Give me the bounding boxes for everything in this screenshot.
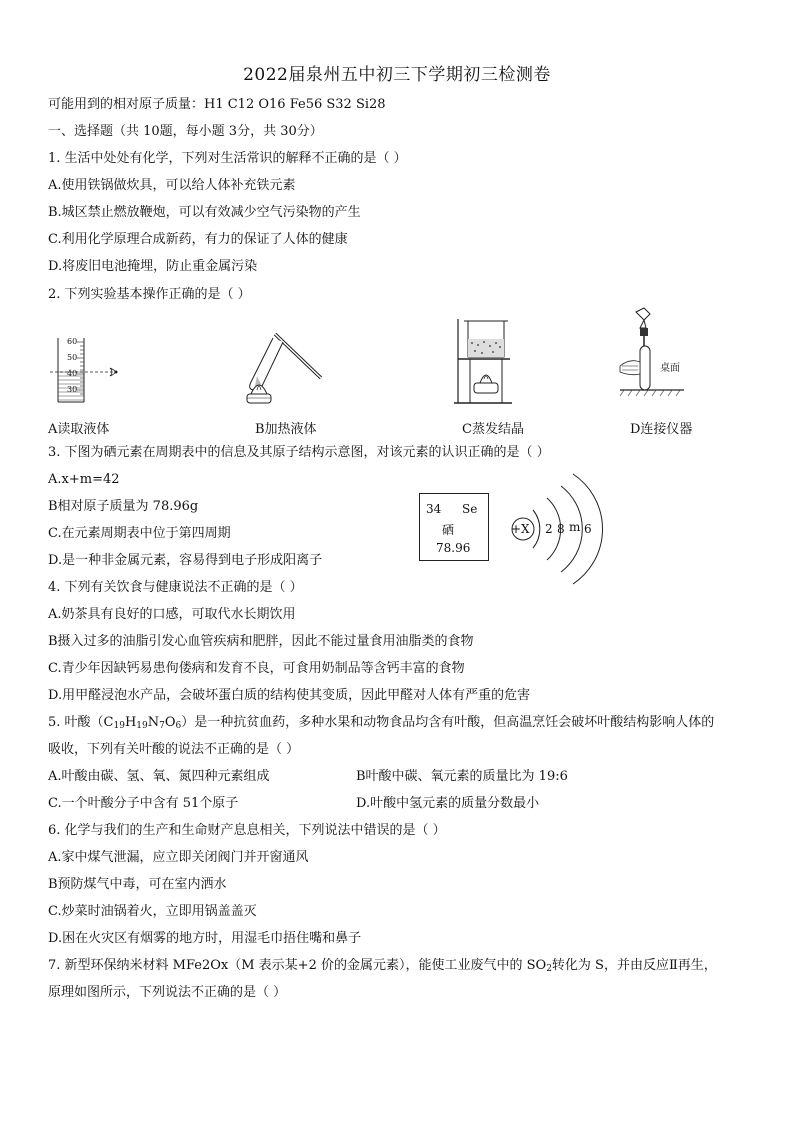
q6-option-b: B预防煤气中毒，可在室内洒水 xyxy=(48,877,227,892)
q1-stem: 1. 生活中处处有化学，下列对生活常识的解释不正确的是（ ） xyxy=(48,151,407,166)
element-symbol: Se xyxy=(462,502,478,516)
desk-label: 桌面 xyxy=(660,363,680,374)
q5-stem-line2: 吸收，下列有关叶酸的说法不正确的是（ ） xyxy=(48,742,300,757)
q6-option-d: D.困在火灾区有烟雾的地方时，用湿毛巾捂住嘴和鼻子 xyxy=(48,931,362,946)
cylinder-tick-40: 40 xyxy=(67,369,78,378)
q2-caption-a: A读取液体 xyxy=(48,422,110,437)
q5-formula-sub-n: 7 xyxy=(159,721,165,731)
q3-option-b: B相对原子质量为 78.96g xyxy=(48,499,199,514)
q1-option-a: A.使用铁锅做炊具，可以给人体补充铁元素 xyxy=(48,178,296,193)
cylinder-tick-50: 50 xyxy=(67,353,78,362)
periodic-table-cell xyxy=(419,493,489,561)
q2-caption-c: C蒸发结晶 xyxy=(462,422,524,437)
q5-stem-suffix: ）是一种抗贫血药，多种水果和动物食品均含有叶酸，但高温烹饪会破坏叶酸结构影响人体的 xyxy=(181,715,715,730)
q5-formula-sub-h: 19 xyxy=(136,721,148,731)
q5-stem-prefix: 5. 叶酸（C xyxy=(48,715,114,730)
q7-stem-prefix: 7. 新型环保纳米材料 MFe2Ox（M 表示某+2 价的金属元素），能使工业废气中的 SO xyxy=(48,958,547,973)
q1-option-d: D.将废旧电池掩埋，防止重金属污染 xyxy=(48,259,258,274)
cylinder-reading-figure xyxy=(48,336,128,406)
q2-stem: 2. 下列实验基本操作正确的是（ ） xyxy=(48,287,251,302)
atom-nucleus: +X xyxy=(511,522,530,536)
shell-3-electrons: m xyxy=(569,520,581,534)
q3-stem: 3. 下图为硒元素在周期表中的信息及其原子结构示意图，对该元素的认识正确的是（ ） xyxy=(48,445,550,460)
q4-option-b: B摄入过多的油脂引发心血管疾病和肥胖，因此不能过量食用油脂类的食物 xyxy=(48,634,474,649)
q5-formula-o: O xyxy=(164,715,176,730)
shell-4-electrons: 6 xyxy=(584,522,592,536)
atomic-number: 34 xyxy=(426,502,442,516)
q7-so2-subscript: 2 xyxy=(546,964,552,974)
connect-apparatus-figure xyxy=(618,306,688,406)
shell-1-electrons: 2 xyxy=(545,522,553,536)
q5-formula-sub-c: 19 xyxy=(113,721,125,731)
section-heading: 一、选择题（共 10题，每小题 3分，共 30分） xyxy=(48,124,323,139)
evaporation-figure xyxy=(448,317,518,407)
q4-stem: 4. 下列有关饮食与健康说法不正确的是（ ） xyxy=(48,580,303,595)
q7-stem-suffix: 转化为 S，并由反应Ⅱ再生， xyxy=(551,958,717,973)
page-title: 2022届泉州五中初三下学期初三检测卷 xyxy=(243,65,551,85)
atomic-masses-note: 可能用到的相对原子质量：H1 C12 O16 Fe56 S32 Si28 xyxy=(48,97,386,112)
cylinder-tick-30: 30 xyxy=(67,385,78,394)
q4-option-a: A.奶茶具有良好的口感，可取代水长期饮用 xyxy=(48,607,296,622)
q2-caption-b: B加热液体 xyxy=(255,422,317,437)
q6-option-a: A.家中煤气泄漏，应立即关闭阀门并开窗通风 xyxy=(48,850,309,865)
q3-option-c: C.在元素周期表中位于第四周期 xyxy=(48,526,231,541)
q5-option-c: C.一个叶酸分子中含有 51个原子 xyxy=(48,796,239,811)
q5-formula-h: H xyxy=(124,715,137,730)
q1-option-b: B.城区禁止燃放鞭炮，可以有效减少空气污染物的产生 xyxy=(48,205,361,220)
q4-option-c: C.青少年因缺钙易患佝偻病和发育不良，可食用奶制品等含钙丰富的食物 xyxy=(48,661,465,676)
q5-formula-sub-o: 6 xyxy=(175,721,182,731)
q5-option-a: A.叶酸由碳、氢、氧、氮四种元素组成 xyxy=(48,769,270,784)
q3-option-d: D.是一种非金属元素，容易得到电子形成阳离子 xyxy=(48,553,323,568)
q4-option-d: D.用甲醛浸泡水产品，会破坏蛋白质的结构使其变质，因此甲醛对人体有严重的危害 xyxy=(48,688,531,703)
cylinder-tick-60: 60 xyxy=(67,337,78,346)
q5-formula-n: N xyxy=(147,715,160,730)
q6-stem: 6. 化学与我们的生产和生命财产息息相关，下列说法中错误的是（ ） xyxy=(48,823,446,838)
shell-2-electrons: 8 xyxy=(557,522,565,536)
q7-stem xyxy=(48,958,717,977)
q5-option-d: D.叶酸中氢元素的质量分数最小 xyxy=(356,796,540,811)
q5-stem xyxy=(48,715,714,734)
q6-option-c: C.炒菜时油锅着火，立即用锅盖盖灭 xyxy=(48,904,257,919)
q7-stem-line2: 原理如图所示，下列说法不正确的是（ ） xyxy=(48,985,287,1000)
q1-option-c: C.利用化学原理合成新药，有力的保证了人体的健康 xyxy=(48,232,348,247)
atomic-mass: 78.96 xyxy=(436,541,471,555)
q2-caption-d: D连接仪器 xyxy=(630,422,693,437)
q3-option-a: A.x+m=42 xyxy=(48,472,120,487)
heating-liquid-figure xyxy=(243,328,333,406)
element-name: 硒 xyxy=(442,523,455,537)
q5-option-b: B叶酸中碳、氧元素的质量比为 19:6 xyxy=(356,769,568,784)
